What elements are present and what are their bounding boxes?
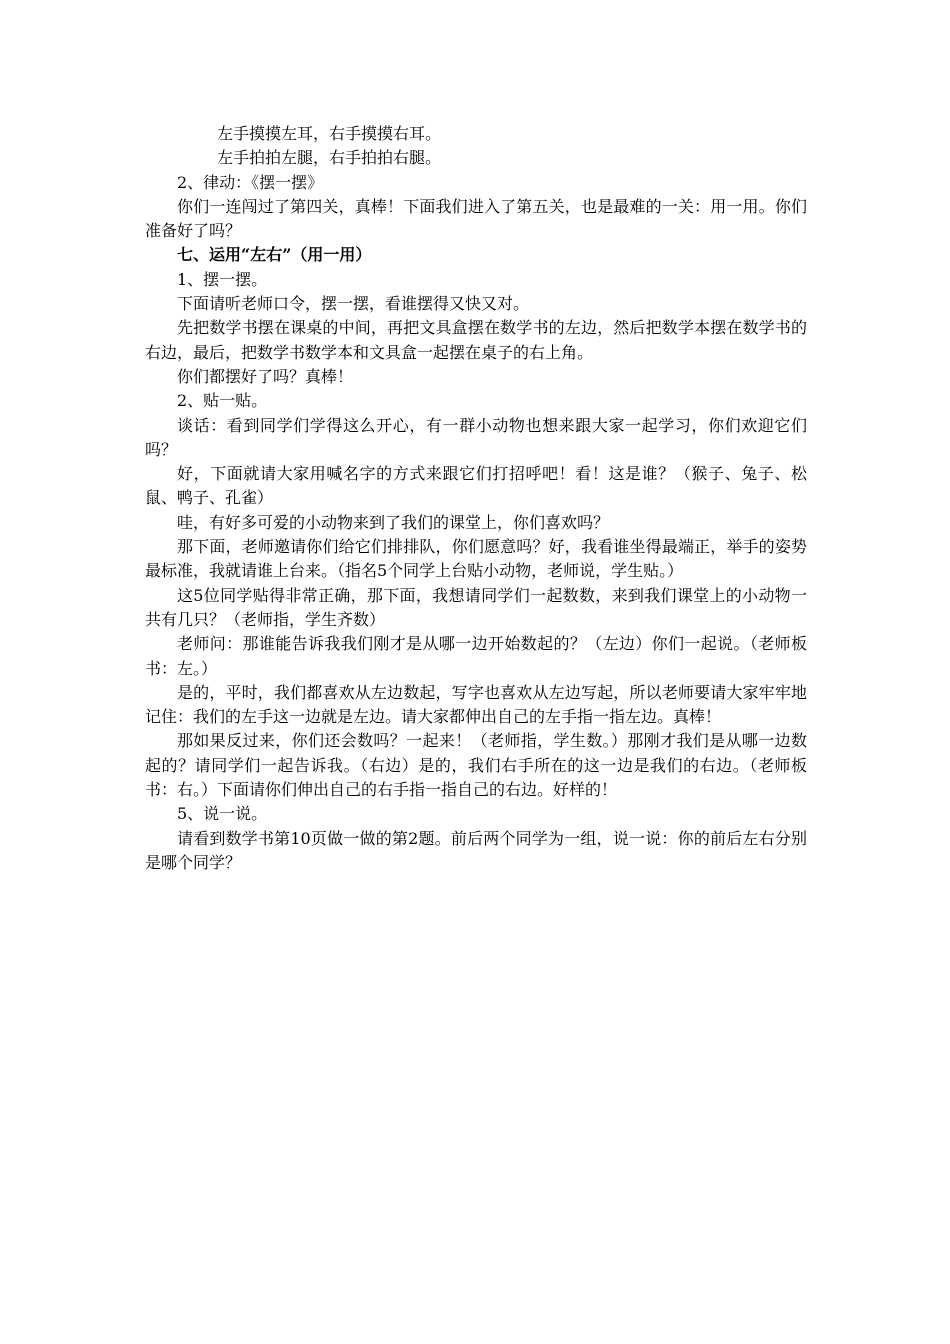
paragraph-stick-title: 2、贴一贴。 <box>177 391 268 411</box>
paragraph-animals-talk: 谈话：看到同学们学得这么开心，有一群小动物也想来跟大家一起学习，你们欢迎它们吗？ <box>145 415 807 459</box>
paragraph-arrange-books: 先把数学书摆在课桌的中间，再把文具盒摆在数学书的左边，然后把数学本摆在数学书的右边，最后，把数学书数学本和文具盒一起摆在桌子的右上角。 <box>145 318 807 362</box>
paragraph-line-up-animals: 那下面，老师邀请你们给它们排排队，你们愿意吗？好，我看谁坐得最端正，举手的姿势最标准，我就请谁上台来。（指名5个同学上台贴小动物，老师说，学生贴。） <box>145 537 807 581</box>
paragraph-arranged-praise: 你们都摆好了吗？真棒！ <box>177 366 354 386</box>
paragraph-fifth-level-intro: 你们一连闯过了第四关，真棒！下面我们进入了第五关，也是最难的一关：用一用。你们准备好了吗？ <box>145 196 807 241</box>
paragraph-say-title: 5、说一说。 <box>177 804 268 824</box>
paragraph-arrange-title: 1、摆一摆。 <box>177 269 268 289</box>
paragraph-count-animals: 这5位同学贴得非常正确，那下面，我想请同学们一起数数，来到我们课堂上的小动物一共有几只？（老师指，学生齐数） <box>145 585 807 629</box>
paragraph-teacher-asks-left: 老师问：那谁能告诉我我们刚才是从哪一边开始数起的？（左边）你们一起说。（老师板书：左。） <box>145 634 807 678</box>
paragraph-remember-left: 是的，平时，我们都喜欢从左边数起，写字也喜欢从左边写起，所以老师要请大家牢牢地记住：我们的左手这一边就是左边。请大家都伸出自己的左手指一指左边。真棒！ <box>145 682 807 727</box>
paragraph-touch-ears: 左手摸摸左耳，右手摸摸右耳。 <box>217 124 442 143</box>
paragraph-rhythm-title: 2、律动：《摆一摆》 <box>177 172 324 192</box>
paragraph-cute-animals: 哇，有好多可爱的小动物来到了我们的课堂上，你们喜欢吗？ <box>177 512 610 532</box>
paragraph-pat-legs: 左手拍拍左腿，右手拍拍右腿。 <box>217 148 442 168</box>
document-page <box>145 122 807 875</box>
paragraph-textbook-exercise: 请看到数学书第10页做一做的第2题。前后两个同学为一组，说一说：你的前后左右分别是哪个同学？ <box>145 828 807 872</box>
section-heading-apply-left-right: 七、运用“左右”（用一用） <box>177 245 372 265</box>
paragraph-count-right: 那如果反过来，你们还会数吗？一起来！（老师指，学生数。）那刚才我们是从哪一边数起的？请同学们一起告诉我。（右边）是的，我们右手所在的这一边是我们的右边。（老师板书：右。）下面请你们伸出自己的右手指一指自己的右边。好样的！ <box>145 731 807 800</box>
paragraph-listen-instructions: 下面请听老师口令，摆一摆，看谁摆得又快又对。 <box>177 294 530 314</box>
paragraph-greet-animals: 好，下面就请大家用喊名字的方式来跟它们打招呼吧！看！这是谁？（猴子、兔子、松鼠、鸭子、孔雀） <box>145 464 807 508</box>
